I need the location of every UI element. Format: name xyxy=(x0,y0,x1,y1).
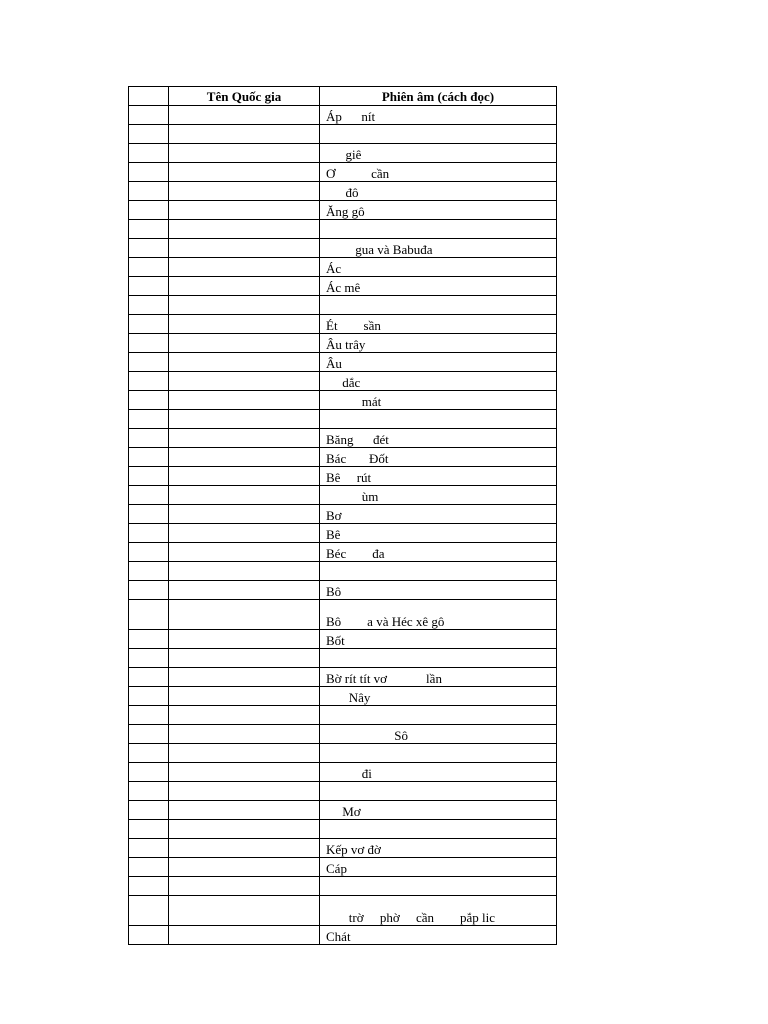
table-row xyxy=(129,467,557,486)
index-cell xyxy=(129,562,169,581)
pronunciation-cell: Bô a và Héc xê gô xyxy=(320,600,557,630)
index-cell xyxy=(129,926,169,945)
index-cell xyxy=(129,391,169,410)
pronunciation-cell xyxy=(320,562,557,581)
header-country-name: Tên Quốc gia xyxy=(169,87,320,106)
table-row xyxy=(129,144,557,163)
table-row xyxy=(129,125,557,144)
table-row xyxy=(129,277,557,296)
table-row xyxy=(129,505,557,524)
country-name-cell xyxy=(169,448,320,467)
index-cell xyxy=(129,277,169,296)
table-row xyxy=(129,839,557,858)
index-cell xyxy=(129,372,169,391)
index-cell xyxy=(129,782,169,801)
country-name-cell xyxy=(169,926,320,945)
index-cell xyxy=(129,543,169,562)
pronunciation-cell xyxy=(320,744,557,763)
table-row xyxy=(129,106,557,125)
pronunciation-cell: dắc xyxy=(320,372,557,391)
pronunciation-cell: Nây xyxy=(320,687,557,706)
index-cell xyxy=(129,763,169,782)
pronunciation-cell: Béc đa xyxy=(320,543,557,562)
pronunciation-cell: Kếp vơ đờ xyxy=(320,839,557,858)
country-name-cell xyxy=(169,144,320,163)
country-name-cell xyxy=(169,600,320,630)
table-header-row xyxy=(129,87,557,106)
table-row xyxy=(129,820,557,839)
country-name-cell xyxy=(169,258,320,277)
index-cell xyxy=(129,744,169,763)
country-name-cell xyxy=(169,201,320,220)
index-cell xyxy=(129,296,169,315)
index-cell xyxy=(129,820,169,839)
index-cell xyxy=(129,353,169,372)
pronunciation-cell: Ác mê xyxy=(320,277,557,296)
table-row xyxy=(129,649,557,668)
table-row xyxy=(129,391,557,410)
country-name-cell xyxy=(169,315,320,334)
country-name-cell xyxy=(169,706,320,725)
table-row xyxy=(129,315,557,334)
index-cell xyxy=(129,486,169,505)
pronunciation-cell: Sô xyxy=(320,725,557,744)
table-row xyxy=(129,782,557,801)
table-row xyxy=(129,801,557,820)
table-row xyxy=(129,524,557,543)
pronunciation-cell xyxy=(320,296,557,315)
pronunciation-cell xyxy=(320,125,557,144)
table-row xyxy=(129,562,557,581)
country-table-sheet xyxy=(128,86,556,945)
table-row xyxy=(129,334,557,353)
country-name-cell xyxy=(169,896,320,926)
table-row xyxy=(129,763,557,782)
pronunciation-cell: Bốt xyxy=(320,630,557,649)
country-name-cell xyxy=(169,725,320,744)
table-row xyxy=(129,877,557,896)
index-cell xyxy=(129,706,169,725)
pronunciation-cell: gua và Babuđa xyxy=(320,239,557,258)
table-row xyxy=(129,486,557,505)
pronunciation-cell: đô xyxy=(320,182,557,201)
table-row xyxy=(129,706,557,725)
header-pronunciation: Phiên âm (cách đọc) xyxy=(320,87,557,106)
table-row xyxy=(129,220,557,239)
country-name-cell xyxy=(169,467,320,486)
index-cell xyxy=(129,220,169,239)
table-row xyxy=(129,448,557,467)
country-name-cell xyxy=(169,858,320,877)
pronunciation-cell: Ét sần xyxy=(320,315,557,334)
country-name-cell xyxy=(169,801,320,820)
index-cell xyxy=(129,801,169,820)
country-name-cell xyxy=(169,820,320,839)
pronunciation-cell: Âu xyxy=(320,353,557,372)
pronunciation-cell: ùm xyxy=(320,486,557,505)
index-cell xyxy=(129,896,169,926)
pronunciation-cell: Mơ xyxy=(320,801,557,820)
index-cell xyxy=(129,182,169,201)
table-row xyxy=(129,725,557,744)
pronunciation-cell: Bô xyxy=(320,581,557,600)
pronunciation-cell: trờ phờ cần pắp lic xyxy=(320,896,557,926)
country-name-cell xyxy=(169,763,320,782)
pronunciation-cell: Băng đét xyxy=(320,429,557,448)
pronunciation-cell: Chát xyxy=(320,926,557,945)
index-cell xyxy=(129,448,169,467)
index-cell xyxy=(129,687,169,706)
country-name-cell xyxy=(169,277,320,296)
index-cell xyxy=(129,581,169,600)
pronunciation-cell: Ăng gô xyxy=(320,201,557,220)
index-cell xyxy=(129,524,169,543)
pronunciation-cell xyxy=(320,877,557,896)
pronunciation-cell: Áp nít xyxy=(320,106,557,125)
pronunciation-cell xyxy=(320,220,557,239)
country-name-cell xyxy=(169,353,320,372)
country-name-cell xyxy=(169,877,320,896)
table-row xyxy=(129,163,557,182)
country-name-cell xyxy=(169,125,320,144)
index-cell xyxy=(129,877,169,896)
index-cell xyxy=(129,125,169,144)
index-cell xyxy=(129,839,169,858)
country-name-cell xyxy=(169,630,320,649)
pronunciation-cell: Âu trây xyxy=(320,334,557,353)
index-cell xyxy=(129,505,169,524)
pronunciation-cell: mát xyxy=(320,391,557,410)
pronunciation-cell: giê xyxy=(320,144,557,163)
table-row xyxy=(129,581,557,600)
table-row xyxy=(129,858,557,877)
country-name-cell xyxy=(169,581,320,600)
pronunciation-cell xyxy=(320,820,557,839)
pronunciation-cell: Cáp xyxy=(320,858,557,877)
table-row xyxy=(129,258,557,277)
table-row xyxy=(129,353,557,372)
pronunciation-cell: đi xyxy=(320,763,557,782)
table-row xyxy=(129,744,557,763)
table-row xyxy=(129,296,557,315)
table-row xyxy=(129,687,557,706)
country-name-cell xyxy=(169,524,320,543)
pronunciation-cell: Ơ cần xyxy=(320,163,557,182)
pronunciation-cell: Ác xyxy=(320,258,557,277)
country-name-cell xyxy=(169,505,320,524)
index-cell xyxy=(129,600,169,630)
country-name-cell xyxy=(169,163,320,182)
country-name-cell xyxy=(169,649,320,668)
index-cell xyxy=(129,668,169,687)
table-row xyxy=(129,372,557,391)
table-row xyxy=(129,543,557,562)
index-cell xyxy=(129,239,169,258)
country-name-cell xyxy=(169,486,320,505)
table-row xyxy=(129,429,557,448)
table-row xyxy=(129,630,557,649)
country-name-cell xyxy=(169,744,320,763)
country-name-cell xyxy=(169,543,320,562)
pronunciation-cell: Bê rút xyxy=(320,467,557,486)
country-name-cell xyxy=(169,562,320,581)
index-cell xyxy=(129,106,169,125)
country-name-cell xyxy=(169,239,320,258)
table-row xyxy=(129,201,557,220)
index-cell xyxy=(129,725,169,744)
pronunciation-cell xyxy=(320,706,557,725)
country-name-cell xyxy=(169,782,320,801)
country-name-cell xyxy=(169,410,320,429)
country-name-cell xyxy=(169,429,320,448)
table-row xyxy=(129,239,557,258)
country-name-cell xyxy=(169,334,320,353)
table-row xyxy=(129,926,557,945)
country-name-cell xyxy=(169,391,320,410)
pronunciation-cell xyxy=(320,649,557,668)
pronunciation-cell: Bác Đốt xyxy=(320,448,557,467)
index-cell xyxy=(129,858,169,877)
index-cell xyxy=(129,410,169,429)
index-cell xyxy=(129,649,169,668)
pronunciation-cell xyxy=(320,782,557,801)
country-name-cell xyxy=(169,220,320,239)
index-cell xyxy=(129,258,169,277)
index-cell xyxy=(129,163,169,182)
country-name-cell xyxy=(169,372,320,391)
country-name-cell xyxy=(169,106,320,125)
index-cell xyxy=(129,144,169,163)
country-name-cell xyxy=(169,182,320,201)
country-pronunciation-table xyxy=(128,86,557,945)
table-row xyxy=(129,896,557,926)
country-name-cell xyxy=(169,668,320,687)
index-cell xyxy=(129,467,169,486)
table-row xyxy=(129,410,557,429)
index-cell xyxy=(129,429,169,448)
table-row xyxy=(129,668,557,687)
table-row xyxy=(129,600,557,630)
index-cell xyxy=(129,630,169,649)
table-row xyxy=(129,182,557,201)
pronunciation-cell: Bơ xyxy=(320,505,557,524)
country-name-cell xyxy=(169,839,320,858)
country-name-cell xyxy=(169,296,320,315)
index-cell xyxy=(129,315,169,334)
pronunciation-cell: Bờ rít tít vơ lần xyxy=(320,668,557,687)
pronunciation-cell xyxy=(320,410,557,429)
pronunciation-cell: Bê xyxy=(320,524,557,543)
header-index xyxy=(129,87,169,106)
index-cell xyxy=(129,334,169,353)
index-cell xyxy=(129,201,169,220)
country-name-cell xyxy=(169,687,320,706)
